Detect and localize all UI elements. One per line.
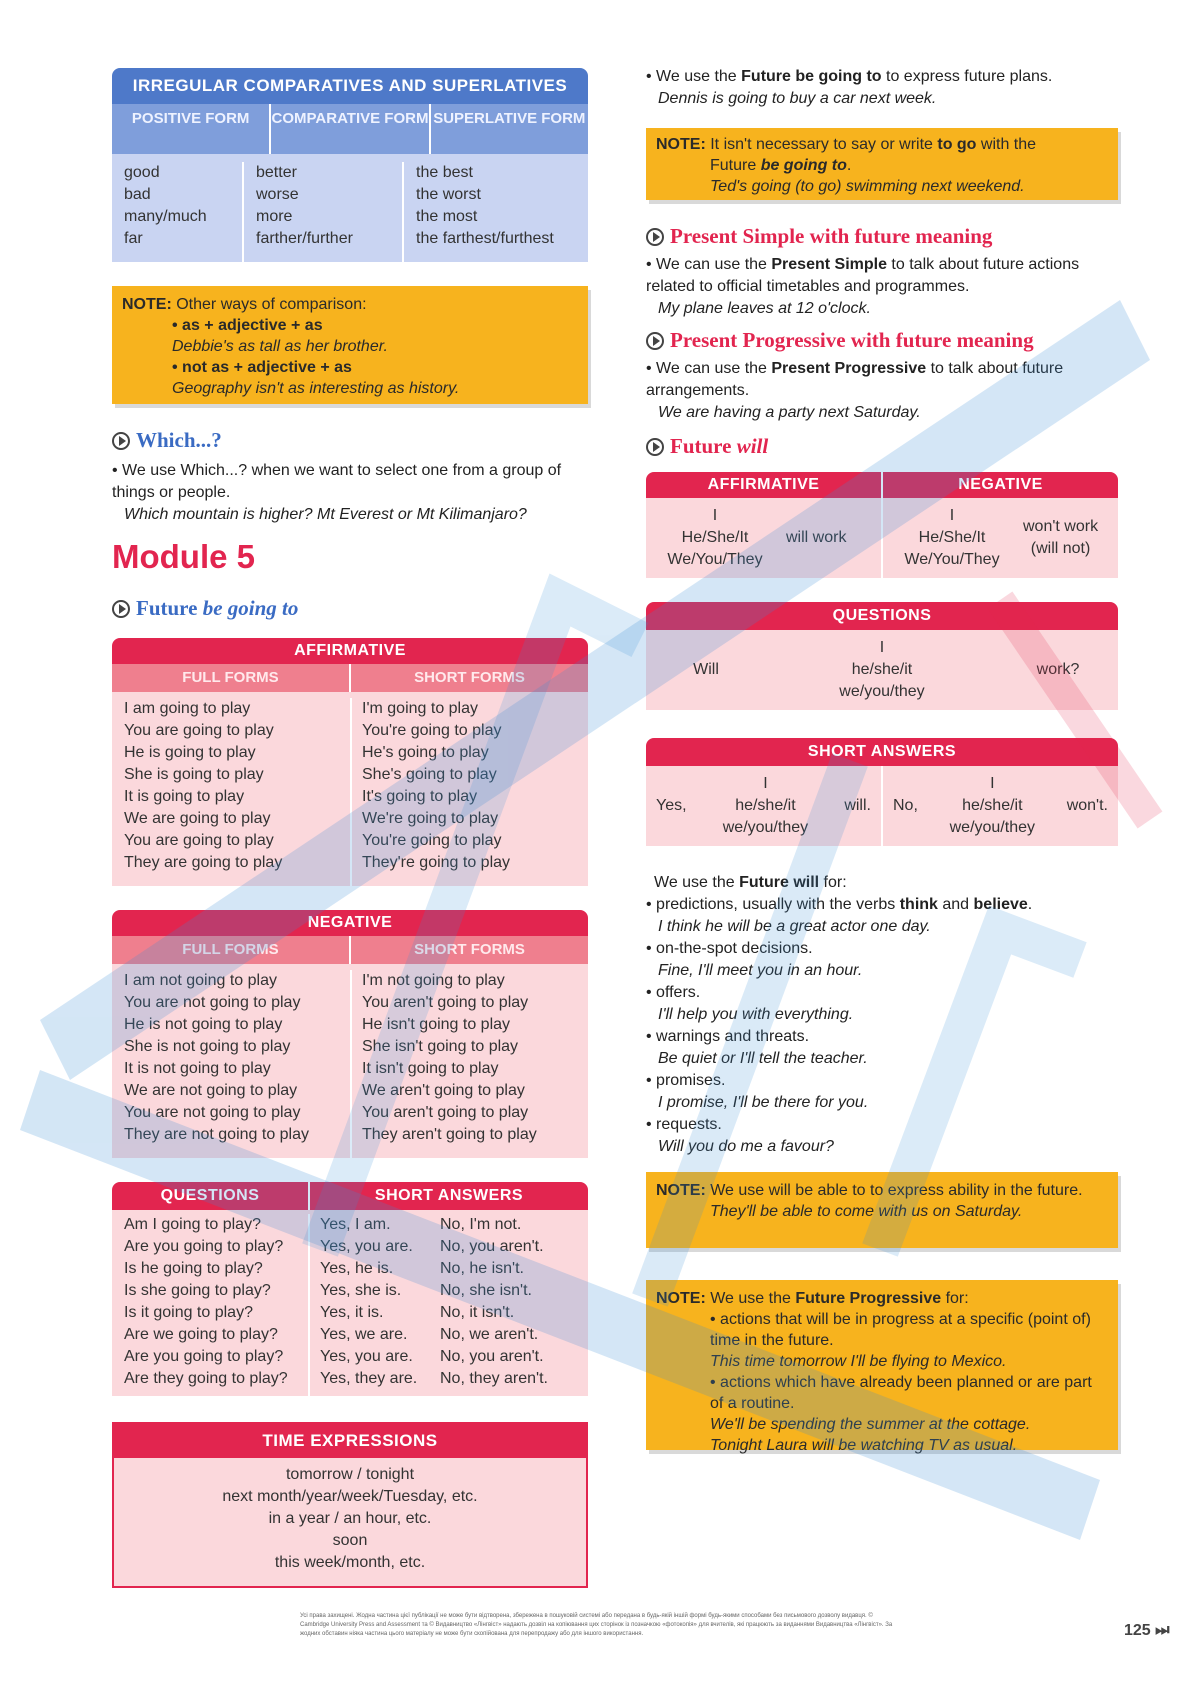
will-questions-table: QUESTIONS Will I he/she/it we/you/they work? bbox=[646, 602, 1118, 710]
going-to-affirmative-table bbox=[112, 638, 588, 886]
play-icon bbox=[646, 438, 664, 456]
play-icon bbox=[112, 600, 130, 618]
aff-full-list: I am going to play You are going to play He is going to play She is going to play It is going to play We are going to play You are going to play They are going to play bbox=[124, 700, 283, 871]
present-simple-text: • We can use the Present Simple to talk about future actions related to official timetables and programmes. My plane leaves at 12 o'clock. bbox=[646, 256, 1080, 317]
will-work: will work bbox=[786, 529, 847, 546]
page-number: 125 ⏭ bbox=[1124, 1622, 1170, 1639]
time-list: tomorrow / tonight next month/year/week/Tuesday, etc. in a year / an hour, etc. soon this week/month, etc. bbox=[114, 1458, 586, 1586]
table-title: SHORT ANSWERS bbox=[646, 738, 1118, 766]
will-uses: We use the Future will for: • predictions, usually with the verbs think and believe. I think he will be a great actor one day. • on-the-spot decisions. Fine, I'll meet you in an hour. • offers. I'll help you with everything. • warnings and threats. Be quiet or I'll tell the teacher. • promises. I promise, I'll be there for you. • requests. Will you do me a favour? bbox=[646, 874, 1033, 1155]
present-progressive-text: • We can use the Present Progressive to talk about future arrangements. We are having a party next Saturday. bbox=[646, 360, 1064, 421]
header-comparative: COMPARATIVE FORM bbox=[269, 104, 428, 154]
note-comparison: NOTE: Other ways of comparison: • as + adjective + as Debbie's as tall as her brother. • not as + adjective + as Geography isn't as interesting as history. bbox=[112, 286, 588, 404]
play-icon bbox=[646, 228, 664, 246]
header-affirmative: AFFIRMATIVE bbox=[646, 472, 881, 498]
present-simple-heading: Present Simple with future meaning bbox=[646, 224, 992, 249]
header-questions: QUESTIONS bbox=[112, 1182, 308, 1210]
header-short-answers: SHORT ANSWERS bbox=[308, 1182, 588, 1210]
which-heading: Which...? bbox=[112, 428, 222, 453]
table-title: AFFIRMATIVE bbox=[112, 638, 588, 664]
header-negative: NEGATIVE bbox=[881, 472, 1118, 498]
going-to-negative-table bbox=[112, 910, 588, 1158]
header-full: FULL FORMS bbox=[112, 936, 349, 964]
going-to-questions-table bbox=[112, 1182, 588, 1396]
present-progressive-heading: Present Progressive with future meaning bbox=[646, 328, 1034, 353]
going-to-plans: • We use the Future be going to to express future plans. Dennis is going to buy a car next week. bbox=[646, 68, 1053, 107]
header-short: SHORT FORMS bbox=[349, 936, 588, 964]
no-answers-list: No, I'm not. No, you aren't. No, he isn't. No, she isn't. No, it isn't. No, we aren't. No, you aren't. No, they aren't. bbox=[440, 1216, 548, 1387]
future-will-heading: Future will bbox=[646, 434, 768, 459]
module-title: Module 5 bbox=[112, 538, 256, 575]
yes-answers-list: Yes, I am. Yes, you are. Yes, he is. Yes, she is. Yes, it is. Yes, we are. Yes, you are. Yes, they are. bbox=[308, 1214, 436, 1396]
note-future-progressive: NOTE: We use the Future Progressive for: • actions that will be in progress at a specific (point of) time in the future. This time tomorrow I'll be flying to Mexico. • actions which have already been planned or are part of a routine. We'll be spending the summer at the cottage. Tonight Laura will be watching TV as usual. bbox=[646, 1280, 1118, 1450]
header-full: FULL FORMS bbox=[112, 664, 349, 692]
play-icon bbox=[646, 332, 664, 350]
table-title: TIME EXPRESSIONS bbox=[114, 1424, 586, 1458]
will-aff-neg-table: AFFIRMATIVE NEGATIVE I He/She/It We/You/They will work I He/She/It We/You/They won't work (will not) bbox=[646, 472, 1118, 578]
note-to-go: NOTE: It isn't necessary to say or write to go with the Future be going to. Ted's going (to go) swimming next weekend. bbox=[646, 128, 1118, 200]
table-title: QUESTIONS bbox=[646, 602, 1118, 630]
comparative-list: better worse more farther/further bbox=[242, 162, 402, 262]
superlative-list: the best the worst the most the farthest/furthest bbox=[402, 162, 588, 262]
aff-short-list: I'm going to play You're going to play He's going to play She's going to play It's going to play We're going to play You're going to play They're going to play bbox=[350, 698, 588, 886]
legal-notice: Усі права захищені. Жодна частина цієї публікації не може бути відтворена, збережена в пошуковій системі або передана в будь-якій іншій формі будь-якими способами без письмового дозволу видавця. © Cambridge University Press and Assessment та © Видавництво «Лінгвіст» надають дозвіл на копіювання цих сторінок із позначкою «фотокопія» для вчителів, які працюють за виданнями Видавництва «Лінгвіст». За жодних обставин ніяка частина цього матеріалу не може бути скопійована для перепродажу або для іншого використання. bbox=[300, 1613, 893, 1637]
header-positive: POSITIVE FORM bbox=[112, 104, 269, 154]
header-superlative: SUPERLATIVE FORM bbox=[429, 104, 588, 154]
table-title: NEGATIVE bbox=[112, 910, 588, 936]
irregular-comparatives-table bbox=[112, 68, 588, 262]
note-be-able-to: NOTE: We use will be able to to express ability in the future. They'll be able to come with us on Saturday. bbox=[646, 1172, 1118, 1248]
will-short-answers-table: SHORT ANSWERS Yes, I he/she/it we/you/they will. No, I he/she/it we/you/they won't. bbox=[646, 738, 1118, 846]
neg-short-list: I'm not going to play You aren't going to play He isn't going to play She isn't going to play It isn't going to play We aren't going to play You aren't going to play They aren't going to play bbox=[350, 970, 588, 1158]
play-icon bbox=[112, 432, 130, 450]
header-short: SHORT FORMS bbox=[349, 664, 588, 692]
table-title: IRREGULAR COMPARATIVES AND SUPERLATIVES bbox=[112, 68, 588, 104]
questions-list: Am I going to play? Are you going to play? Is he going to play? Is she going to play? Is it going to play? Are we going to play? Are you going to play? Are they going to play? bbox=[124, 1216, 288, 1387]
future-going-to-heading: Future be going to bbox=[112, 596, 298, 621]
which-text: • We use Which...? when we want to select one from a group of things or people. Which mountain is higher? Mt Everest or Mt Kilimanjaro? bbox=[112, 462, 562, 523]
neg-full-list: I am not going to play You are not going to play He is not going to play She is not going to play It is not going to play We are not going to play You are not going to play They are not going to play bbox=[124, 972, 310, 1143]
time-expressions-table bbox=[112, 1422, 588, 1588]
positive-list: good bad many/much far bbox=[124, 164, 207, 247]
